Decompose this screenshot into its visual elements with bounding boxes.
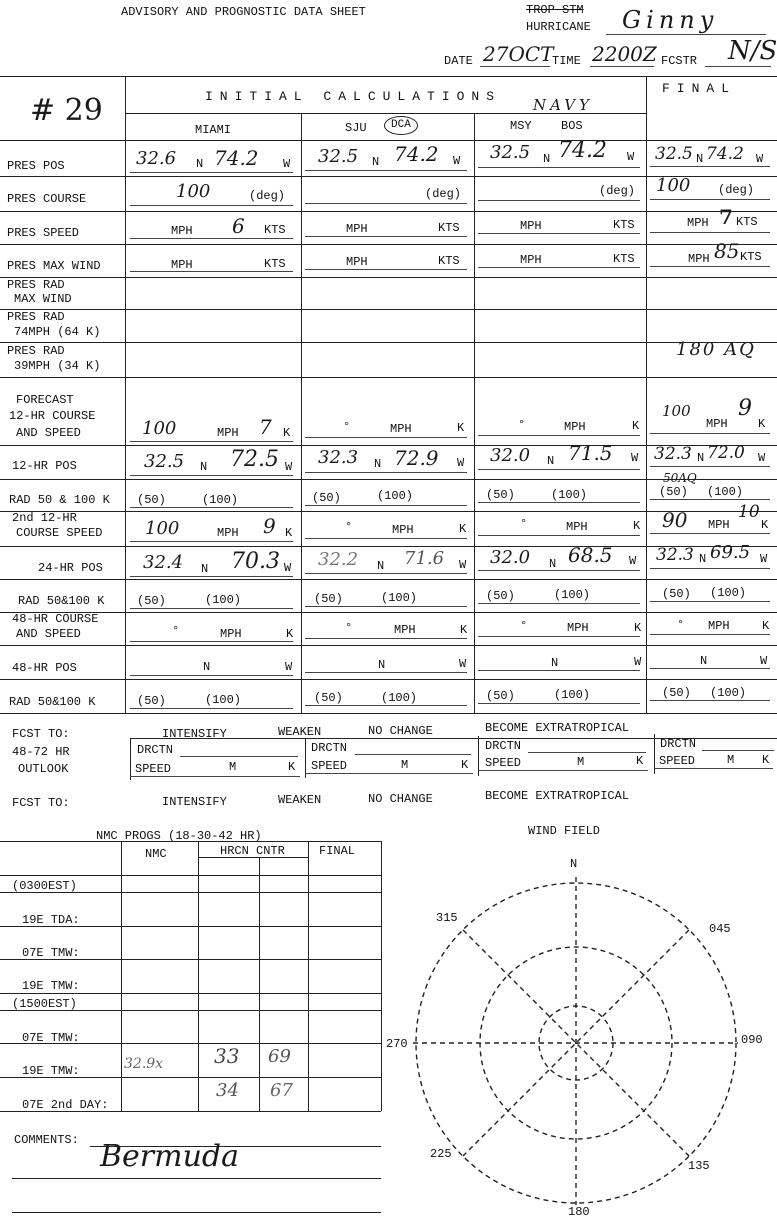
fcst-to-label-1: FCST TO: xyxy=(12,727,70,741)
msy-pos24-n: N xyxy=(549,557,557,571)
advisory-number: # 29 xyxy=(30,93,103,128)
sju-outlook-k: K xyxy=(461,758,469,772)
final-pos24-lon: 69.5 xyxy=(710,542,751,563)
sju-rad12-50: (50) xyxy=(312,491,341,505)
miami-rad48-50: (50) xyxy=(137,694,166,708)
miami-outlook-k: K xyxy=(288,760,296,774)
msy-pres-pos-n: N xyxy=(543,152,551,166)
wind-label-090: 090 xyxy=(741,1033,763,1047)
nmc-header-nmc: NMC xyxy=(145,847,167,861)
storm-name: Ginny xyxy=(622,6,719,34)
final-rad12-note: 50AQ xyxy=(663,471,697,485)
row-label-pres-course: PRES COURSE xyxy=(7,192,87,206)
miami-course-deg: (deg) xyxy=(249,189,286,203)
fcstr-label: FCSTR xyxy=(661,54,698,68)
sju-2nd-k: K xyxy=(459,522,467,536)
msy-pos24-lon: 68.5 xyxy=(568,543,613,567)
final-pos12-lon: 72.0 xyxy=(707,443,745,463)
miami-48-deg: ° xyxy=(172,624,180,638)
final-maxwind-kts: KTS xyxy=(740,250,762,264)
msy-fc12-mph: MPH xyxy=(564,420,586,434)
outlook-label-1: 48-72 HR xyxy=(12,745,70,759)
row-label-pres-speed: PRES SPEED xyxy=(7,226,80,240)
miami-rad24-100: (100) xyxy=(205,593,242,607)
row-label-rad-24: RAD 50&100 K xyxy=(18,594,105,608)
wind-label-270: 270 xyxy=(386,1037,408,1051)
final-pres-speed: 7 xyxy=(719,205,733,229)
final-speed-label: SPEED xyxy=(659,754,696,768)
sju-pos12-lat: 32.3 xyxy=(318,447,359,468)
become-extratropical-option-1[interactable]: BECOME EXTRATROPICAL xyxy=(485,721,630,735)
no-change-option-2[interactable]: NO CHANGE xyxy=(368,792,433,806)
fcstr-value: N/S xyxy=(728,36,777,66)
miami-rad12-100: (100) xyxy=(202,493,239,507)
sju-48-mph: MPH xyxy=(394,623,416,637)
msy-2nd-k: K xyxy=(633,519,641,533)
miami-pos24-n: N xyxy=(201,562,209,576)
final-2nd-mph: MPH xyxy=(708,518,730,532)
miami-pos12-lat: 32.5 xyxy=(144,451,185,472)
sju-2nd-deg: ° xyxy=(345,520,353,534)
sju-rad48-50: (50) xyxy=(314,691,343,705)
sheet-title: ADVISORY AND PROGNOSTIC DATA SHEET xyxy=(121,5,366,19)
miami-speed-kts: KTS xyxy=(264,223,286,237)
row-label-fc12-2: 12-HR COURSE xyxy=(9,409,96,423)
msy-pos12-lon: 71.5 xyxy=(568,441,613,465)
row-label-fc12-3: AND SPEED xyxy=(16,426,81,440)
final-heading: FINAL xyxy=(662,81,737,96)
sju-pos24-lon: 71.6 xyxy=(404,548,445,569)
final-fc12-speed: 9 xyxy=(738,396,752,421)
sju-48-deg: ° xyxy=(345,621,353,635)
fcst-to-label-2: FCST TO: xyxy=(12,796,70,810)
miami-pres-pos-w: W xyxy=(283,157,291,171)
miami-pres-pos-lon: 74.2 xyxy=(214,146,259,170)
become-extratropical-option-2[interactable]: BECOME EXTRATROPICAL xyxy=(485,789,630,803)
msy-rad12-100: (100) xyxy=(551,488,588,502)
row-label-48hr-course-1: 48-HR COURSE xyxy=(12,612,99,626)
nmc-group-1500: (1500EST) xyxy=(12,997,77,1011)
msy-pos24-w: W xyxy=(629,554,637,568)
navy-annotation: NAVY xyxy=(533,96,593,114)
sju-rad24-50: (50) xyxy=(314,592,343,606)
msy-rad24-100: (100) xyxy=(554,588,591,602)
miami-rad12-50: (50) xyxy=(137,493,166,507)
msy-2nd-mph: MPH xyxy=(566,520,588,534)
row-label-pres-rad-max-1: PRES RAD xyxy=(7,278,65,292)
wind-label-225: 225 xyxy=(430,1147,452,1161)
miami-fc12-course: 100 xyxy=(142,418,177,439)
sju-speed-mph: MPH xyxy=(346,222,368,236)
comments-text: Bermuda xyxy=(100,1139,239,1174)
time-value: 2200Z xyxy=(592,42,657,66)
msy-48-mph: MPH xyxy=(567,621,589,635)
msy-pres-pos-lat: 32.5 xyxy=(490,142,531,163)
miami-pres-pos-lat: 32.6 xyxy=(136,148,177,169)
final-pres-pos-lon: 74.2 xyxy=(706,144,744,164)
sju-pos24-w: W xyxy=(459,558,467,572)
msy-outlook-k: K xyxy=(636,754,644,768)
row-label-rad-48: RAD 50&100 K xyxy=(9,695,96,709)
sju-fc12-deg: ° xyxy=(343,420,351,434)
outlook-label-2: OUTLOOK xyxy=(18,762,69,776)
final-48-mph: MPH xyxy=(708,619,730,633)
final-pos12-n: N xyxy=(697,451,705,465)
sju-rad24-100: (100) xyxy=(381,591,418,605)
sju-pres-pos-lon: 74.2 xyxy=(394,142,439,166)
final-drctn-label: DRCTN xyxy=(660,737,697,751)
sju-speed-kts: KTS xyxy=(438,221,460,235)
sju-drctn-label: DRCTN xyxy=(311,741,348,755)
miami-rad48-100: (100) xyxy=(205,693,242,707)
nmc-r6-final-value: 67 xyxy=(270,1080,293,1101)
row-label-pres-rad-74-1: PRES RAD xyxy=(7,310,65,324)
sju-outlook-m: M xyxy=(401,758,409,772)
msy-rad48-50: (50) xyxy=(486,689,515,703)
nmc-row-19e-tmw-2: 19E TMW: xyxy=(22,1064,80,1078)
sju-fc12-k: K xyxy=(457,421,465,435)
sju-speed-label: SPEED xyxy=(311,759,348,773)
miami-fc12-mph: MPH xyxy=(217,426,239,440)
final-speed-kts: KTS xyxy=(736,215,758,229)
final-2nd-speed: 10 xyxy=(738,502,760,522)
final-pos12-w: W xyxy=(758,451,766,465)
sju-rad48-100: (100) xyxy=(381,691,418,705)
hurricane-label: HURRICANE xyxy=(526,20,591,34)
msy-rad12-50: (50) xyxy=(486,488,515,502)
final-rad24-100: (100) xyxy=(710,586,747,600)
wind-label-135: 135 xyxy=(688,1159,710,1173)
sju-pres-pos-w: W xyxy=(453,154,461,168)
dca-column: DCA xyxy=(384,116,418,135)
sju-pos48-n: N xyxy=(378,658,386,672)
msy-speed-label: SPEED xyxy=(485,756,522,770)
comments-label: COMMENTS: xyxy=(14,1133,79,1147)
msy-rad48-100: (100) xyxy=(554,688,591,702)
miami-pos12-n: N xyxy=(200,460,208,474)
row-label-24hr-pos: 24-HR POS xyxy=(38,561,103,575)
miami-2nd-k: K xyxy=(285,526,293,540)
miami-2nd-mph: MPH xyxy=(217,526,239,540)
final-pos48-w: W xyxy=(760,654,768,668)
final-48-k: K xyxy=(762,619,770,633)
miami-fc12-speed: 7 xyxy=(259,415,272,439)
msy-pos48-n: N xyxy=(551,656,559,670)
final-pos24-lat: 32.3 xyxy=(656,545,694,565)
msy-maxwind-kts: KTS xyxy=(613,252,635,266)
bos-column: BOS xyxy=(561,119,583,133)
row-label-pres-rad-39-1: PRES RAD xyxy=(7,344,65,358)
miami-2nd-course: 100 xyxy=(145,518,180,539)
nmc-row-07e-tmw-2: 07E TMW: xyxy=(22,1031,80,1045)
sju-maxwind-kts: KTS xyxy=(438,254,460,268)
nmc-header-final: FINAL xyxy=(319,844,356,858)
wind-label-045: 045 xyxy=(709,922,731,936)
msy-48-deg: ° xyxy=(520,619,528,633)
final-pos48-n: N xyxy=(700,654,708,668)
miami-pres-course: 100 xyxy=(176,181,211,202)
sju-pos48-w: W xyxy=(459,657,467,671)
sju-course-deg: (deg) xyxy=(425,187,462,201)
final-rad-39: 180 AQ xyxy=(676,339,756,360)
wind-label-180: 180 xyxy=(568,1205,590,1219)
nmc-r5-nmc-value: 32.9x xyxy=(124,1056,164,1072)
final-fc12-mph: MPH xyxy=(706,417,728,431)
miami-2nd-speed: 9 xyxy=(263,514,276,538)
final-pres-pos-lat: 32.5 xyxy=(655,144,693,164)
final-outlook-m: M xyxy=(727,753,735,767)
sju-pres-pos-lat: 32.5 xyxy=(318,146,359,167)
sju-rad12-100: (100) xyxy=(377,489,414,503)
miami-48-mph: MPH xyxy=(220,627,242,641)
msy-drctn-label: DRCTN xyxy=(485,739,522,753)
msy-course-deg: (deg) xyxy=(599,184,636,198)
msy-48-k: K xyxy=(634,621,642,635)
sju-pos12-w: W xyxy=(457,456,465,470)
miami-pres-pos-n: N xyxy=(196,157,204,171)
msy-pos12-w: W xyxy=(631,451,639,465)
final-fc12-k: K xyxy=(758,417,766,431)
wind-label-n: N xyxy=(570,857,578,871)
intensify-option-2[interactable]: INTENSIFY xyxy=(162,795,227,809)
trop-stm-label: TROP STM xyxy=(526,3,584,17)
sju-pos24-n: N xyxy=(377,559,385,573)
row-label-fc12-1: FORECAST xyxy=(16,393,74,407)
miami-maxwind-kts: KTS xyxy=(264,257,286,271)
time-label: TIME xyxy=(552,54,581,68)
miami-column: MIAMI xyxy=(195,123,232,137)
miami-pos12-w: W xyxy=(285,460,293,474)
final-outlook-k: K xyxy=(762,753,770,767)
row-label-2nd-12hr-1: 2nd 12-HR xyxy=(12,511,77,525)
msy-fc12-k: K xyxy=(632,419,640,433)
final-pos12-lat: 32.3 xyxy=(654,444,692,464)
msy-speed-kts: KTS xyxy=(613,218,635,232)
msy-pos12-n: N xyxy=(547,454,555,468)
miami-48-k: K xyxy=(286,627,294,641)
row-label-48hr-course-2: AND SPEED xyxy=(16,627,81,641)
nmc-row-19e-tda: 19E TDA: xyxy=(22,913,80,927)
final-maxwind-mph: MPH xyxy=(688,252,710,266)
msy-pos48-w: W xyxy=(634,655,642,669)
wind-field-title: WIND FIELD xyxy=(528,824,601,838)
nmc-progs-title: NMC PROGS (18-30-42 HR) xyxy=(96,829,262,843)
row-label-pres-max-wind: PRES MAX WIND xyxy=(7,259,101,273)
row-label-pres-rad-74-2: 74MPH (64 K) xyxy=(14,325,101,339)
sju-48-k: K xyxy=(460,623,468,637)
final-48-deg: ° xyxy=(677,618,685,632)
sju-column: SJU xyxy=(345,121,367,135)
msy-rad24-50: (50) xyxy=(486,589,515,603)
final-course-deg: (deg) xyxy=(718,183,755,197)
miami-fc12-k: K xyxy=(283,426,291,440)
msy-pres-pos-lon: 74.2 xyxy=(558,138,607,163)
msy-fc12-deg: ° xyxy=(518,418,526,432)
miami-pos24-lat: 32.4 xyxy=(143,552,184,573)
msy-pos24-lat: 32.0 xyxy=(490,547,531,568)
miami-pos48-w: W xyxy=(285,660,293,674)
final-speed-mph: MPH xyxy=(687,216,709,230)
miami-pos24-lon: 70.3 xyxy=(231,549,280,574)
miami-pos24-w: W xyxy=(284,561,292,575)
final-pres-course: 100 xyxy=(656,175,691,196)
miami-drctn-label: DRCTN xyxy=(137,743,174,757)
miami-rad24-50: (50) xyxy=(137,594,166,608)
msy-2nd-deg: ° xyxy=(520,517,528,531)
msy-maxwind-mph: MPH xyxy=(520,253,542,267)
final-rad12-50: (50) xyxy=(659,485,688,499)
msy-speed-mph: MPH xyxy=(520,219,542,233)
miami-speed-label: SPEED xyxy=(135,762,172,776)
final-fc12-course: 100 xyxy=(662,402,691,420)
sju-pos12-lon: 72.9 xyxy=(394,446,439,470)
date-label: DATE xyxy=(444,54,473,68)
wind-label-315: 315 xyxy=(436,911,458,925)
nmc-row-07e-tmw-1: 07E TMW: xyxy=(22,946,80,960)
sju-2nd-mph: MPH xyxy=(392,523,414,537)
initial-calculations-heading: INITIAL CALCULATIONS xyxy=(205,89,502,104)
miami-pos48-n: N xyxy=(203,660,211,674)
sju-pres-pos-n: N xyxy=(372,155,380,169)
no-change-option-1[interactable]: NO CHANGE xyxy=(368,724,433,738)
final-pres-pos-n: N xyxy=(696,152,704,166)
final-max-wind: 85 xyxy=(714,239,740,263)
miami-pres-speed: 6 xyxy=(232,214,245,238)
nmc-r6-hrcn-value: 34 xyxy=(216,1080,239,1101)
row-label-pres-rad-39-2: 39MPH (34 K) xyxy=(14,359,101,373)
nmc-row-19e-tmw-1: 19E TMW: xyxy=(22,979,80,993)
final-rad48-50: (50) xyxy=(662,686,691,700)
nmc-header-hrcn: HRCN CNTR xyxy=(220,844,285,858)
final-2nd-k: K xyxy=(761,518,769,532)
miami-pos12-lon: 72.5 xyxy=(230,447,279,472)
nmc-r5-hrcn-value: 33 xyxy=(214,1044,240,1068)
miami-speed-mph: MPH xyxy=(171,224,193,238)
nmc-group-0300: (0300EST) xyxy=(12,879,77,893)
final-rad12-100: (100) xyxy=(707,485,744,499)
sju-pos24-lat: 32.2 xyxy=(318,549,359,570)
intensify-option-1[interactable]: INTENSIFY xyxy=(162,727,227,741)
sju-fc12-mph: MPH xyxy=(390,422,412,436)
row-label-pres-pos: PRES POS xyxy=(7,159,65,173)
row-label-pres-rad-max-2: MAX WIND xyxy=(14,292,72,306)
nmc-row-07e-2nd-day: 07E 2nd DAY: xyxy=(22,1098,109,1112)
row-label-rad-12: RAD 50 & 100 K xyxy=(9,493,110,507)
final-pos24-w: W xyxy=(760,552,768,566)
nmc-r5-final-value: 69 xyxy=(268,1046,291,1067)
final-rad48-100: (100) xyxy=(710,686,747,700)
sju-maxwind-mph: MPH xyxy=(346,255,368,269)
weaken-option-2[interactable]: WEAKEN xyxy=(278,793,322,807)
final-pres-pos-w: W xyxy=(756,152,764,166)
miami-outlook-m: M xyxy=(229,760,237,774)
msy-column: MSY xyxy=(510,119,532,133)
miami-maxwind-mph: MPH xyxy=(171,258,193,272)
row-label-48hr-pos: 48-HR POS xyxy=(12,661,77,675)
row-label-2nd-12hr-2: COURSE SPEED xyxy=(16,526,103,540)
sju-pos12-n: N xyxy=(374,457,382,471)
msy-pos12-lat: 32.0 xyxy=(490,445,531,466)
weaken-option-1[interactable]: WEAKEN xyxy=(278,725,322,739)
final-rad24-50: (50) xyxy=(662,587,691,601)
final-2nd-course: 90 xyxy=(662,508,688,532)
msy-outlook-m: M xyxy=(577,755,585,769)
row-label-12hr-pos: 12-HR POS xyxy=(12,459,77,473)
date-value: 27OCT xyxy=(483,42,554,66)
final-pos24-n: N xyxy=(699,552,707,566)
msy-pres-pos-w: W xyxy=(627,150,635,164)
